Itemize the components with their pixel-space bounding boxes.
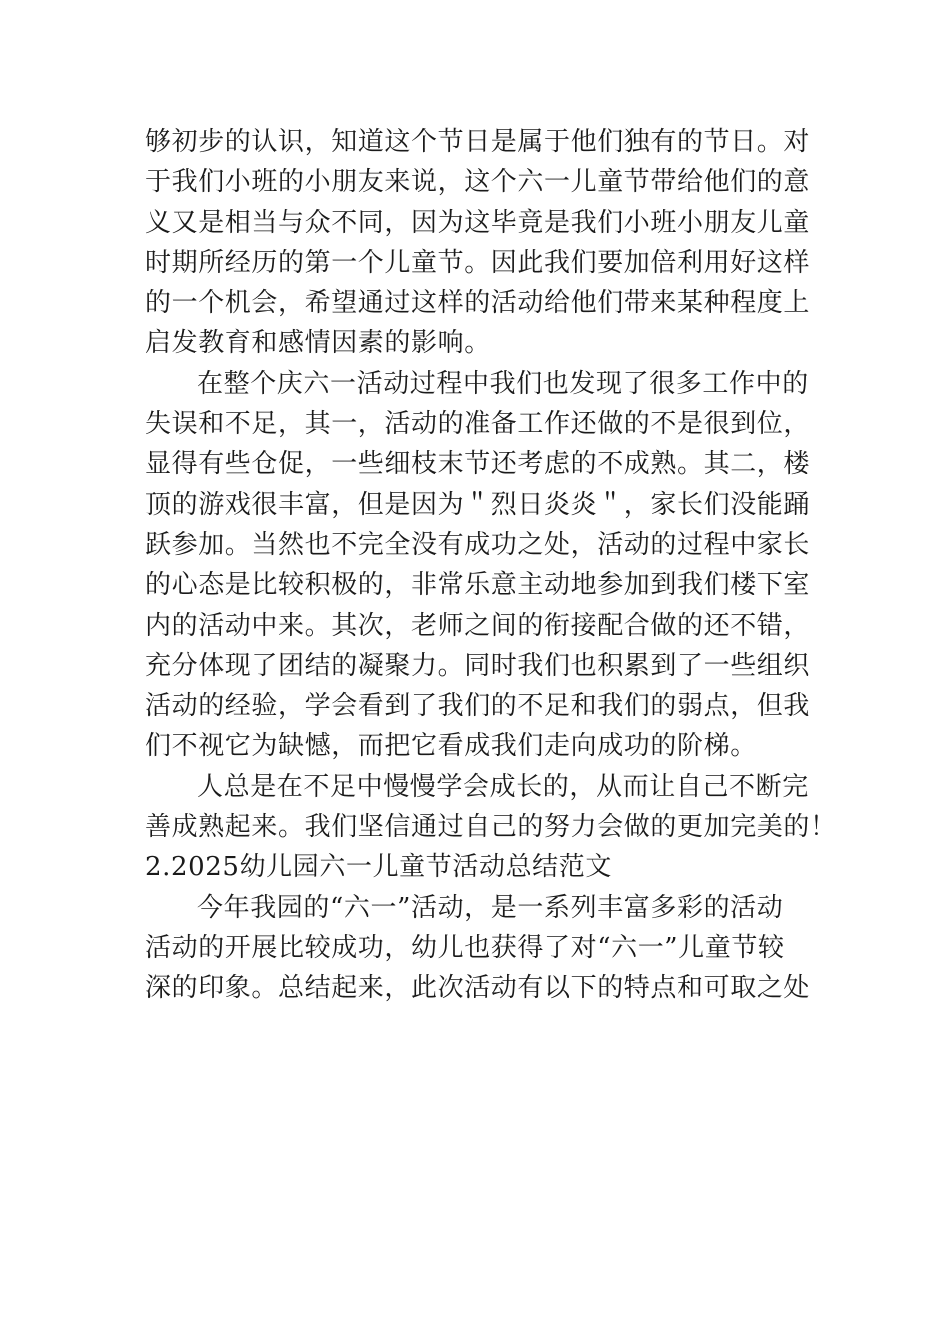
text-line: 于我们小班的小朋友来说，这个六一儿童节带给他们的意	[145, 167, 811, 198]
text-line: 的心态是比较积极的，非常乐意主动地参加到我们楼下室	[145, 570, 811, 601]
paragraph-new-section	[145, 888, 815, 1009]
text-line: 人总是在不足中慢慢学会成长的，从而让自己不断完	[197, 771, 809, 802]
text-line: 失误和不足，其一，活动的准备工作还做的不是很到位，	[145, 409, 811, 440]
section-heading-text: 2.2025幼儿园六一儿童节活动总结范文	[145, 852, 612, 883]
text-line: 内的活动中来。其次，老师之间的衔接配合做的还不错，	[145, 610, 811, 641]
text-line: 够初步的认识，知道这个节日是属于他们独有的节日。对	[145, 127, 811, 157]
paragraph-conclusion	[145, 767, 837, 848]
text-line: 时期所经历的第一个儿童节。因此我们要加倍利用好这样	[145, 247, 811, 278]
text-line: 活动的开展比较成功，幼儿也获得了对“六一”儿童节较	[145, 932, 785, 963]
text-line: 今年我园的“六一”活动，是一系列丰富多彩的活动	[197, 892, 784, 923]
text-line: 义又是相当与众不同，因为这毕竟是我们小班小朋友儿童	[145, 207, 811, 238]
section-heading	[145, 847, 815, 887]
document-body	[145, 122, 837, 1009]
paragraph-shortcomings	[145, 364, 815, 767]
text-line: 深的印象。总结起来，此次活动有以下的特点和可取之处	[145, 973, 811, 1004]
text-line: 充分体现了团结的凝聚力。同时我们也积累到了一些组织	[145, 650, 811, 681]
text-line: 顶的游戏很丰富，但是因为＂烈日炎炎＂，家长们没能踊	[145, 489, 811, 520]
text-line: 启发教育和感情因素的影响。	[145, 328, 491, 359]
text-line: 们不视它为缺憾，而把它看成我们走向成功的阶梯。	[145, 731, 757, 762]
paragraph-intro-continued	[145, 122, 815, 364]
text-line: 的一个机会，希望通过这样的活动给他们带来某种程度上	[145, 288, 811, 319]
text-line: 在整个庆六一活动过程中我们也发现了很多工作中的	[197, 368, 809, 399]
text-line: 显得有些仓促，一些细枝末节还考虑的不成熟。其二，楼	[145, 449, 811, 480]
text-line: 活动的经验，学会看到了我们的不足和我们的弱点，但我	[145, 691, 811, 722]
text-line: 跃参加。当然也不完全没有成功之处，活动的过程中家长	[145, 529, 811, 560]
text-line: 善成熟起来。我们坚信通过自己的努力会做的更加完美的！	[145, 812, 837, 843]
